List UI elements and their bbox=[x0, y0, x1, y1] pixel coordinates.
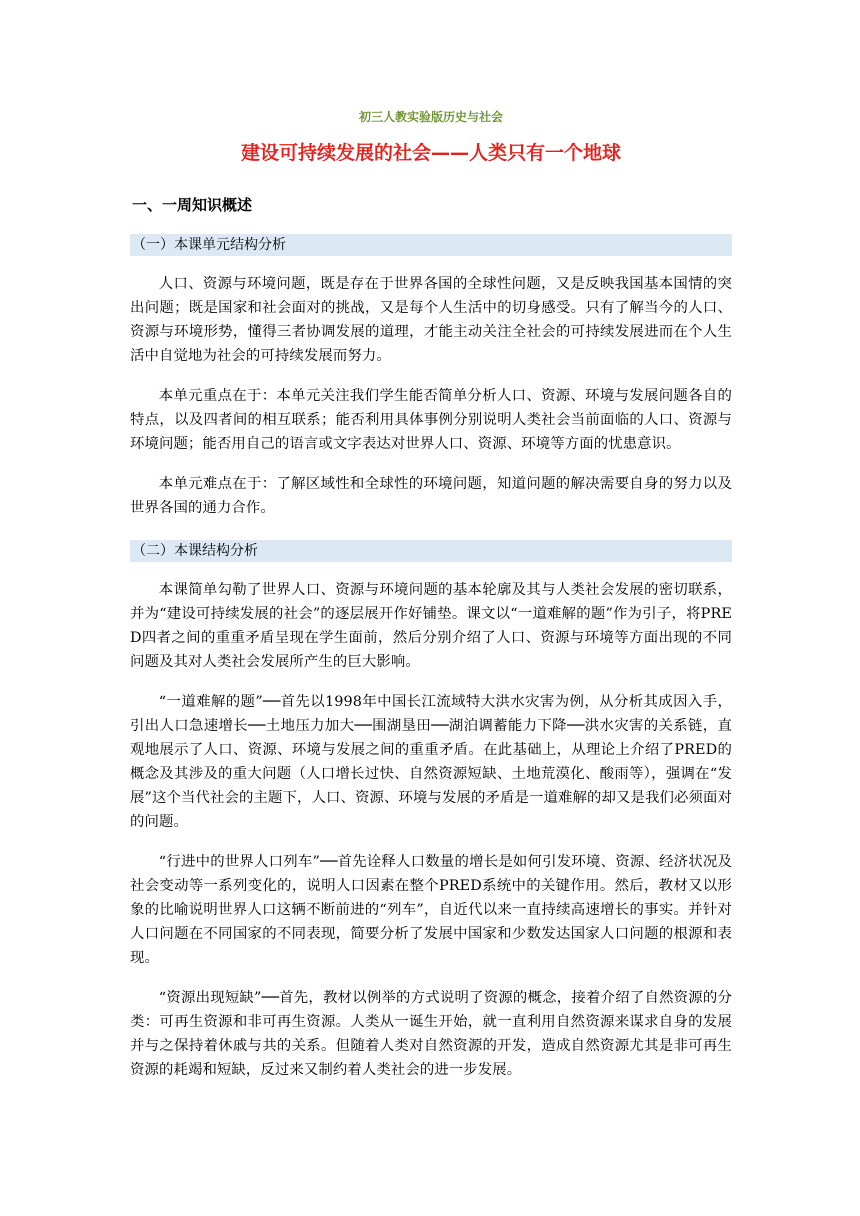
section-bar-lesson-structure: （二）本课结构分析 bbox=[130, 540, 732, 562]
paragraph: “行进中的世界人口列车”──首先诠释人口数量的增长是如何引发环境、资源、经济状况及社会变动等一系列变化的，说明人口因素在整个PRED系统中的关键作用。然后，教材又以形象的比喻说明世界人口这辆不断前进的“列车”，自近代以来一直持续高速增长的事实。并针对人口问题在不同国家的不同表现，简要分析了发展中国家和少数发达国家人口问题的根源和表现。 bbox=[130, 854, 732, 966]
section-heading-overview: 一、一周知识概述 bbox=[132, 196, 253, 214]
paragraph: 本课简单勾勒了世界人口、资源与环境问题的基本轮廓及其与人类社会发展的密切联系，并为“建设可持续发展的社会”的逐层展开作好铺垫。课文以“一道难解的题”作为引子，将PRED四者之间的重重矛盾呈现在学生面前，然后分别介绍了人口、资源与环境等方面出现的不同问题及其对人类社会发展所产生的巨大影响。 bbox=[130, 582, 732, 670]
paragraph: “资源出现短缺”──首先，教材以例举的方式说明了资源的概念，接着介绍了自然资源的分类：可再生资源和非可再生资源。人类从一诞生开始，就一直利用自然资源来谋求自身的发展并与之保持着休戚与共的关系。但随着人类对自然资源的开发，造成自然资源尤其是非可再生资源的耗竭和短缺，反过来又制约着人类社会的进一步发展。 bbox=[130, 990, 732, 1078]
paragraph: 本单元重点在于：本单元关注我们学生能否简单分析人口、资源、环境与发展问题各自的特点，以及四者间的相互联系；能否利用具体事例分别说明人类社会当前面临的人口、资源与环境问题；能否用自己的语言或文字表达对世界人口、资源、环境等方面的忧患意识。 bbox=[130, 388, 732, 452]
page-title: 建设可持续发展的社会——人类只有一个地球 bbox=[240, 142, 621, 164]
paragraph: 本单元难点在于：了解区域性和全球性的环境问题，知道问题的解决需要自身的努力以及世界各国的通力合作。 bbox=[130, 476, 732, 516]
section-bar-unit-structure: （一）本课单元结构分析 bbox=[130, 234, 732, 256]
paragraph: 人口、资源与环境问题，既是存在于世界各国的全球性问题，又是反映我国基本国情的突出问题；既是国家和社会面对的挑战，又是每个人生活中的切身感受。只有了解当今的人口、资源与环境形势，懂得三者协调发展的道理，才能主动关注全社会的可持续发展进而在个人生活中自觉地为社会的可持续发展而努力。 bbox=[130, 276, 732, 364]
subject-label: 初三人教实验版历史与社会 bbox=[358, 110, 503, 124]
paragraph: “一道难解的题”──首先以1998年中国长江流域特大洪水灾害为例，从分析其成因入手，引出人口急速增长──土地压力加大──围湖垦田──湖泊调蓄能力下降──洪水灾害的关系链，直观地展示了人口、资源、环境与发展之间的重重矛盾。在此基础上，从理论上介绍了PRED的概念及其涉及的重大问题（人口增长过快、自然资源短缺、土地荒漠化、酸雨等），强调在“发展”这个当代社会的主题下，人口、资源、环境与发展的矛盾是一道难解的却又是我们必须面对的问题。 bbox=[130, 694, 732, 830]
